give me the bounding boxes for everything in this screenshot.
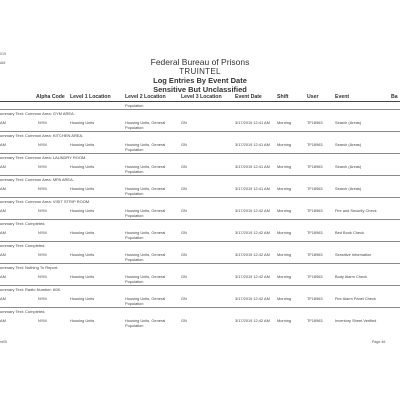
- row-date: 3/17/2019 12:41 AM: [235, 164, 270, 169]
- row-time: AM: [0, 274, 6, 279]
- row-date: 3/17/2019 12:42 AM: [235, 318, 270, 323]
- row-shift: Morning: [277, 318, 292, 323]
- row-level1: Housing Units: [70, 186, 95, 191]
- col-event: Event: [335, 94, 350, 100]
- row-summary: ummary Text: Completed.: [0, 309, 46, 314]
- row-level3: GN: [181, 318, 187, 323]
- row-shift: Morning: [277, 120, 292, 125]
- row-event: Sensitive Information: [335, 252, 372, 257]
- row-level2: Housing Units, General Population: [125, 274, 166, 284]
- row-event: Inventory Sheet Verified: [335, 318, 377, 323]
- row-level1: Housing Units: [70, 252, 95, 257]
- row-date: 3/17/2019 12:41 AM: [235, 186, 270, 191]
- row-user: TF18963: [307, 142, 323, 147]
- row-alpha: NYM: [38, 296, 47, 301]
- row-summary: ummary Text: Nothing To Report.: [0, 265, 59, 270]
- row-level1: Housing Units: [70, 120, 95, 125]
- row-separator: [0, 197, 400, 198]
- row-user: TF18963: [307, 164, 323, 169]
- report-title: Log Entries By Event Date: [153, 76, 247, 85]
- row-level1: Housing Units: [70, 274, 95, 279]
- row-level2: Housing Units, General Population: [125, 296, 166, 306]
- row-level1: Housing Units: [70, 296, 95, 301]
- row-level2: Housing Units, General Population: [125, 186, 166, 196]
- row-separator: [0, 241, 400, 242]
- row-user: TF18963: [307, 252, 323, 257]
- system-name: TRUINTEL: [179, 67, 221, 76]
- row-event: Search (Areas): [335, 120, 362, 125]
- row-time: AM: [0, 142, 6, 147]
- row-alpha: NYM: [38, 164, 47, 169]
- row-level3: GN: [181, 142, 187, 147]
- row-summary: ummary Text: Common Area: VISIT STRIP ROOM.: [0, 199, 91, 204]
- row-alpha: NYM: [38, 230, 47, 235]
- col-user: User: [307, 94, 319, 100]
- row-time: AM: [0, 208, 6, 213]
- col-alpha-code: Alpha Code: [36, 94, 65, 100]
- footer-page-number: Page 46: [372, 340, 386, 344]
- row-shift: Morning: [277, 164, 292, 169]
- row-time: AM: [0, 230, 6, 235]
- row-level2: Housing Units, General Population: [125, 164, 166, 174]
- row-alpha: NYM: [38, 208, 47, 213]
- row-level1: Housing Units: [70, 318, 95, 323]
- row-summary: ummary Text: Common Area: GYM AREA.: [0, 111, 75, 116]
- row-level1: Housing Units: [70, 230, 95, 235]
- row-user: TF18963: [307, 318, 323, 323]
- row-separator: [0, 109, 400, 110]
- row-level3: GN: [181, 296, 187, 301]
- row-separator: [0, 263, 400, 264]
- col-level1: Level 1 Location: [70, 94, 111, 100]
- row-date: 3/17/2019 12:42 AM: [235, 274, 270, 279]
- row-summary: ummary Text: Completed.: [0, 243, 46, 248]
- row-alpha: NYM: [38, 142, 47, 147]
- edge-text-top: 019: [0, 52, 6, 56]
- col-level2: Level 2 Location: [125, 94, 166, 100]
- row-level2: Housing Units, General Population: [125, 318, 166, 328]
- row-user: TF18963: [307, 186, 323, 191]
- row-level2: Housing Units, General Population: [125, 208, 166, 218]
- row-summary: ummary Text: Common Area: KITCHEN AREA.: [0, 133, 84, 138]
- row-separator: [0, 219, 400, 220]
- row-date: 3/17/2019 12:41 AM: [235, 120, 270, 125]
- classification: Sensitive But Unclassified: [153, 85, 247, 94]
- edge-text-bottom: AM: [0, 61, 6, 65]
- row-level3: GN: [181, 230, 187, 235]
- row-separator: [0, 285, 400, 286]
- row-date: 3/17/2019 12:42 AM: [235, 230, 270, 235]
- row-shift: Morning: [277, 230, 292, 235]
- row-level3: GN: [181, 274, 187, 279]
- col-ba: Ba: [391, 94, 398, 100]
- row-event: Body Alarm Check: [335, 274, 368, 279]
- col-shift: Shift: [277, 94, 289, 100]
- row-separator: [0, 131, 400, 132]
- row-level2: Housing Units, General Population: [125, 142, 166, 152]
- row-level1: Housing Units: [70, 142, 95, 147]
- col-event-date: Event Date: [235, 94, 262, 100]
- row-level3: GN: [181, 186, 187, 191]
- row-user: TF18963: [307, 208, 323, 213]
- row-summary: ummary Text: Common Area: LAUNDRY ROOM.: [0, 155, 87, 160]
- row-level3: GN: [181, 252, 187, 257]
- row-separator: [0, 175, 400, 176]
- header-rule: [0, 101, 400, 102]
- row-shift: Morning: [277, 186, 292, 191]
- row-level1: Housing Units: [70, 164, 95, 169]
- top-fragment: Population: [125, 103, 144, 108]
- agency-name: Federal Bureau of Prisons: [150, 57, 250, 67]
- row-alpha: NYM: [38, 252, 47, 257]
- row-summary: ummary Text: Radio Number: 608.: [0, 287, 61, 292]
- row-time: AM: [0, 186, 6, 191]
- row-separator: [0, 307, 400, 308]
- col-level3: Level 3 Location: [181, 94, 222, 100]
- row-shift: Morning: [277, 252, 292, 257]
- row-shift: Morning: [277, 208, 292, 213]
- row-level1: Housing Units: [70, 208, 95, 213]
- row-level2: Housing Units, General Population: [125, 120, 166, 130]
- row-time: AM: [0, 296, 6, 301]
- row-date: 3/17/2019 12:42 AM: [235, 208, 270, 213]
- row-user: TF18963: [307, 296, 323, 301]
- row-event: Bed Book Check: [335, 230, 364, 235]
- row-alpha: NYM: [38, 318, 47, 323]
- row-time: AM: [0, 252, 6, 257]
- row-user: TF18963: [307, 120, 323, 125]
- footer-left: nt05: [0, 340, 7, 344]
- row-level2: Housing Units, General Population: [125, 252, 166, 262]
- row-event: Search (Areas): [335, 164, 362, 169]
- row-separator: [0, 153, 400, 154]
- row-event: Fire and Security Check: [335, 208, 377, 213]
- row-level3: GN: [181, 208, 187, 213]
- row-alpha: NYM: [38, 274, 47, 279]
- row-user: TF18963: [307, 230, 323, 235]
- row-summary: ummary Text: Common Area: MPA AREA.: [0, 177, 74, 182]
- row-level3: GN: [181, 120, 187, 125]
- row-alpha: NYM: [38, 120, 47, 125]
- row-shift: Morning: [277, 296, 292, 301]
- row-date: 3/17/2019 12:42 AM: [235, 296, 270, 301]
- row-shift: Morning: [277, 142, 292, 147]
- row-time: AM: [0, 120, 6, 125]
- row-event: Fire Alarm Panel Check: [335, 296, 376, 301]
- row-shift: Morning: [277, 274, 292, 279]
- row-time: AM: [0, 164, 6, 169]
- row-event: Search (Areas): [335, 142, 362, 147]
- row-date: 3/17/2019 12:41 AM: [235, 142, 270, 147]
- row-event: Search (Areas): [335, 186, 362, 191]
- row-level3: GN: [181, 164, 187, 169]
- row-level2: Housing Units, General Population: [125, 230, 166, 240]
- row-alpha: NYM: [38, 186, 47, 191]
- row-date: 3/17/2019 12:42 AM: [235, 252, 270, 257]
- row-user: TF18963: [307, 274, 323, 279]
- row-time: AM: [0, 318, 6, 323]
- row-summary: ummary Text: Completed.: [0, 221, 46, 226]
